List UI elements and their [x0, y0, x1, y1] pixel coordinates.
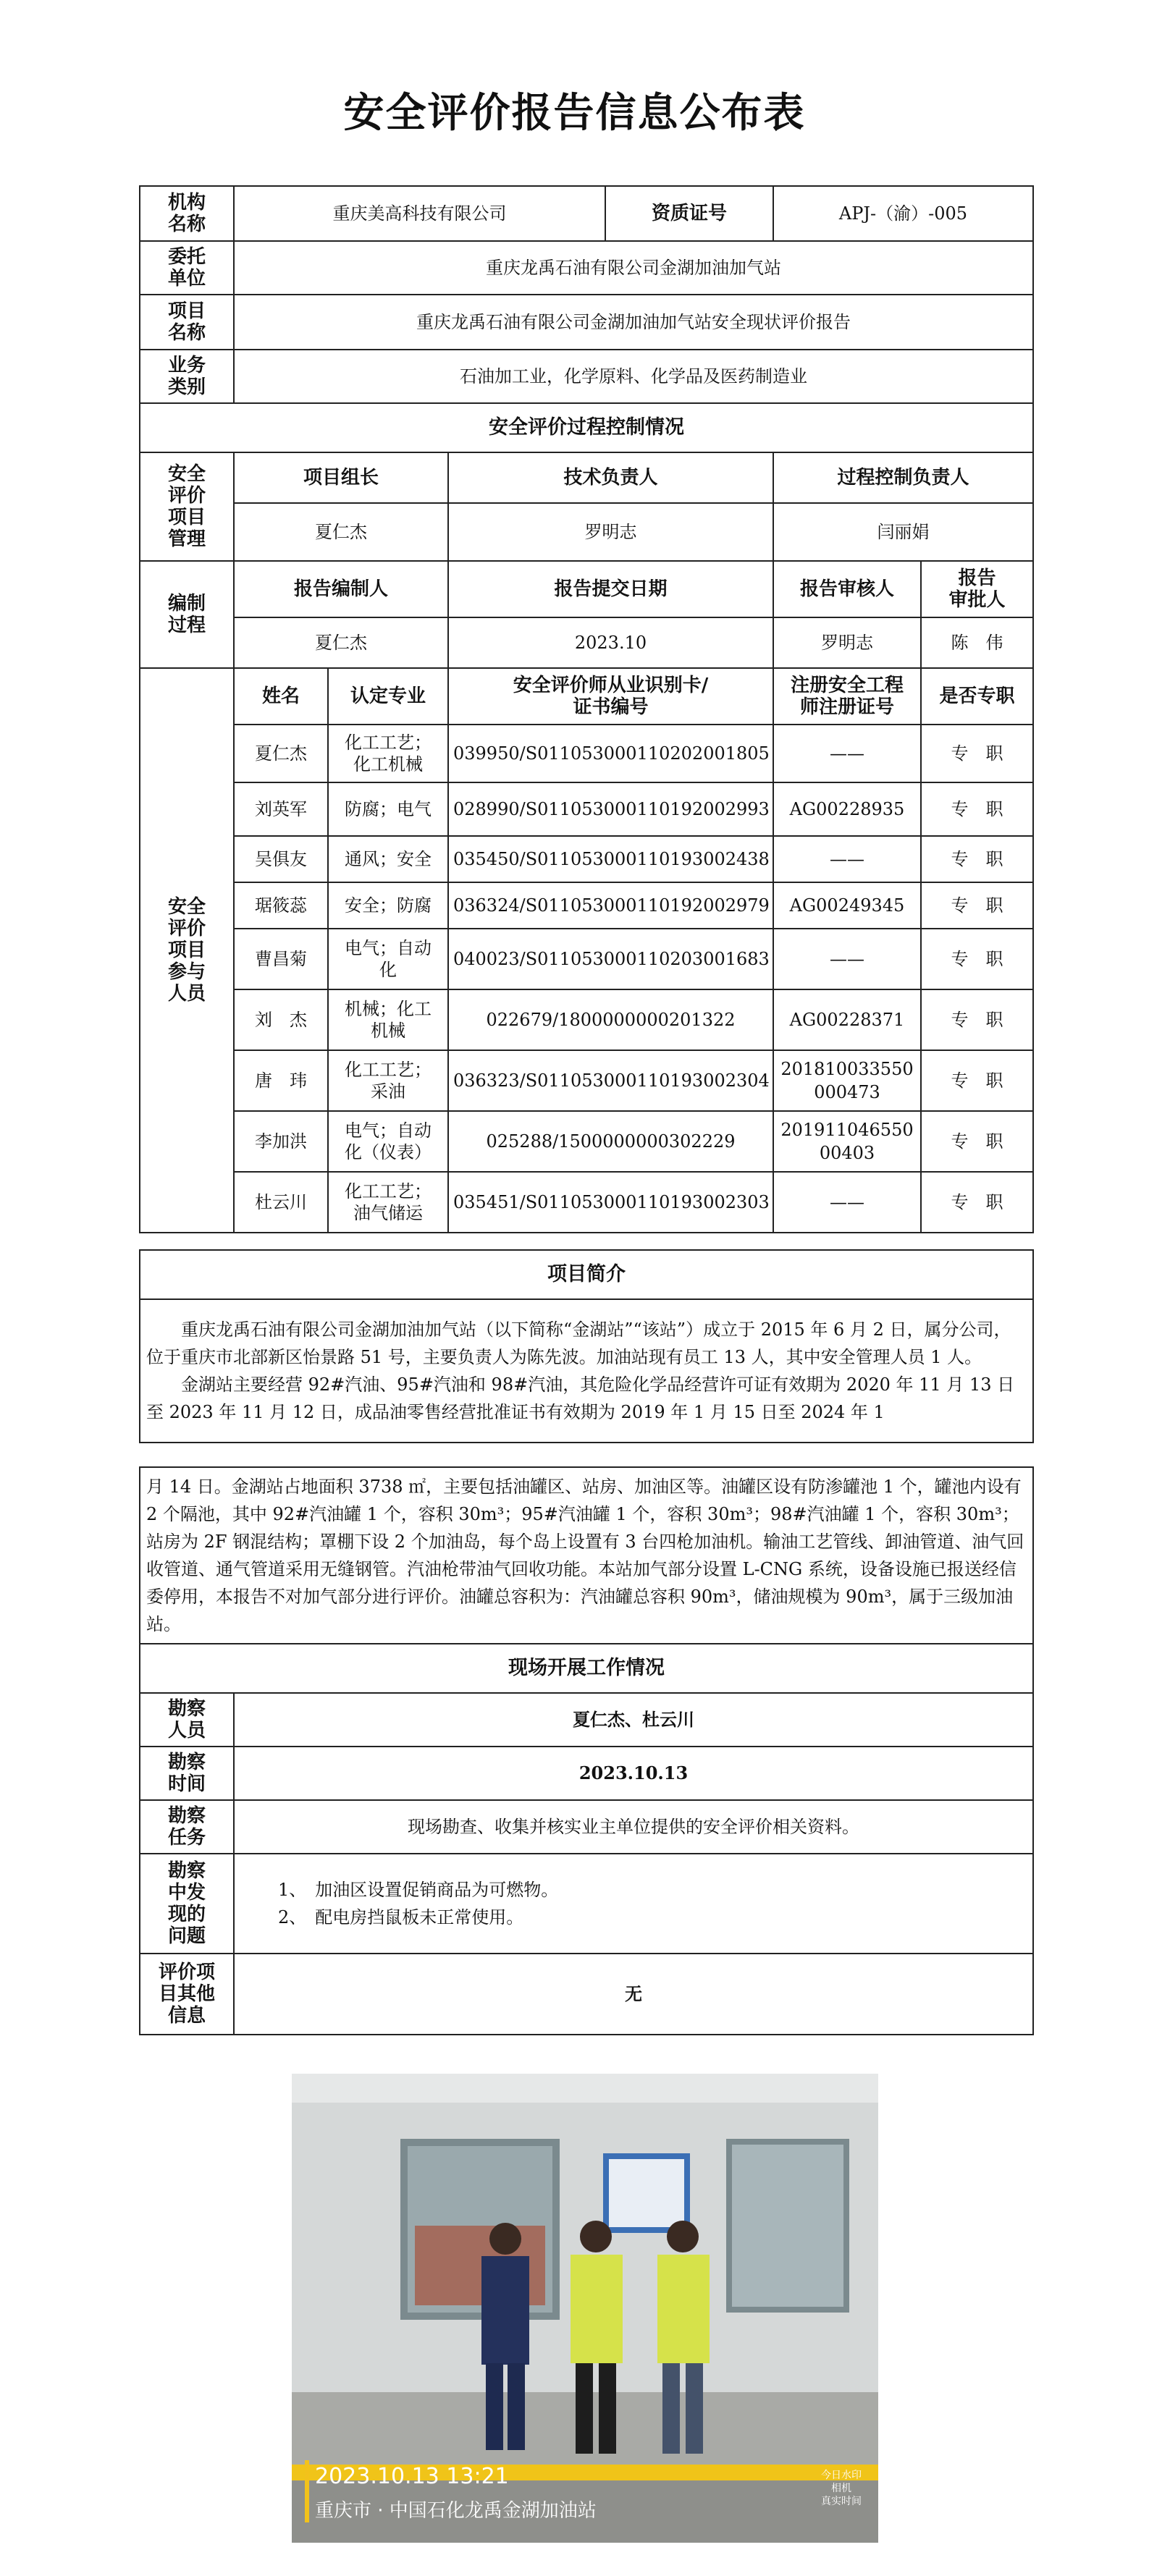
- header-name: 姓名: [234, 668, 328, 725]
- approver-value: 陈 伟: [921, 617, 1033, 668]
- summary-paragraph-1: 重庆龙禹石油有限公司金湖加油加气站（以下简称“金湖站”“该站”）成立于 2015 年 6 月 2 日，属分公司，位于重庆市北部新区怡景路 51 号，主要负责人为陈先波。加油站现有员工 13 人，其中安全管理人员 1 人。: [146, 1319, 1011, 1367]
- summary-text-part2: [140, 1467, 1033, 1644]
- participant-fulltime: 专 职: [921, 782, 1033, 836]
- basic-info-table: [139, 185, 1034, 404]
- participant-card-number: 039950/S011053000110202001805: [448, 725, 773, 782]
- summary-paragraph-2: 金湖站主要经营 92#汽油、95#汽油和 98#汽油，其危险化学品经营许可证有效期为 2020 年 11 月 13 日至 2023 年 11 月 12 日，成品油零售经营批准证书有效期为 2019 年 1 月 15 日至 2024 年 1: [146, 1374, 1015, 1422]
- process-section-title: 安全评价过程控制情况: [140, 403, 1033, 452]
- participant-engineer-number: ——: [773, 1172, 921, 1233]
- participants-label: 安全 评价 项目 参与 人员: [140, 668, 234, 1233]
- tech-value: 罗明志: [448, 503, 773, 561]
- business-label: 业务 类别: [140, 350, 234, 403]
- participant-fulltime: 专 职: [921, 836, 1033, 882]
- ctrl-header: 过程控制负责人: [773, 452, 1033, 503]
- participant-row: [140, 1050, 1033, 1111]
- header-card-number: 安全评价师从业识别卡/ 证书编号: [448, 668, 773, 725]
- compile-label: 编制 过程: [140, 561, 234, 668]
- participant-card-number: 028990/S011053000110192002993: [448, 782, 773, 836]
- participant-name: 曹昌菊: [234, 929, 328, 989]
- participant-name: 刘 杰: [234, 989, 328, 1050]
- business-value: 石油加工业，化学原料、化学品及医药制造业: [234, 350, 1033, 403]
- participant-row: [140, 1111, 1033, 1172]
- issue-item: 1、 加油区设置促销商品为可燃物。: [278, 1880, 559, 1900]
- client-value: 重庆龙禹石油有限公司金湖加油加气站: [234, 241, 1033, 295]
- leader-value: 夏仁杰: [234, 503, 448, 561]
- summary-text-part1: [140, 1299, 1033, 1443]
- survey-time-value: 2023.10.13: [234, 1747, 1033, 1800]
- participant-major: 防腐；电气: [328, 782, 448, 836]
- participant-name: 夏仁杰: [234, 725, 328, 782]
- participant-name: 吴俱友: [234, 836, 328, 882]
- field-title: 现场开展工作情况: [140, 1644, 1033, 1693]
- survey-people-label: 勘察 人员: [140, 1693, 234, 1747]
- participant-card-number: 035450/S011053000110193002438: [448, 836, 773, 882]
- issue-item: 2、 配电房挡鼠板未正常使用。: [278, 1907, 524, 1927]
- project-label: 项目 名称: [140, 295, 234, 350]
- cert-label: 资质证号: [605, 186, 773, 241]
- ctrl-value: 闫丽娟: [773, 503, 1033, 561]
- participant-name: 杜云川: [234, 1172, 328, 1233]
- photo-timestamp: 2023.10.13 13:21: [315, 2464, 509, 2489]
- participant-fulltime: 专 职: [921, 882, 1033, 929]
- org-label: 机构 名称: [140, 186, 234, 241]
- compiler-header: 报告编制人: [234, 561, 448, 617]
- reviewer-header: 报告审核人: [773, 561, 921, 617]
- survey-task-label: 勘察 任务: [140, 1800, 234, 1854]
- field-work-table: [139, 1643, 1034, 2035]
- participant-engineer-number: ——: [773, 929, 921, 989]
- mgmt-label: 安全 评价 项目 管理: [140, 452, 234, 561]
- participant-card-number: 025288/1500000000302229: [448, 1111, 773, 1172]
- project-value: 重庆龙禹石油有限公司金湖加油加气站安全现状评价报告: [234, 295, 1033, 350]
- org-value: 重庆美高科技有限公司: [234, 186, 605, 241]
- process-table: [139, 402, 1034, 669]
- site-photo: [292, 2074, 878, 2543]
- participant-fulltime: 专 职: [921, 1111, 1033, 1172]
- participant-row: [140, 882, 1033, 929]
- participant-name: 李加洪: [234, 1111, 328, 1172]
- participant-row: [140, 725, 1033, 782]
- approver-header: 报告 审批人: [921, 561, 1033, 617]
- participant-row: [140, 836, 1033, 882]
- participant-name: 琚筱蕊: [234, 882, 328, 929]
- summary-table: [139, 1249, 1034, 1443]
- other-info-value: 无: [234, 1954, 1033, 2035]
- participant-card-number: 040023/S011053000110203001683: [448, 929, 773, 989]
- participant-engineer-number: AG00228371: [773, 989, 921, 1050]
- participant-row: [140, 1172, 1033, 1233]
- participant-major: 安全；防腐: [328, 882, 448, 929]
- participant-fulltime: 专 职: [921, 725, 1033, 782]
- survey-people-value: 夏仁杰、杜云川: [234, 1693, 1033, 1747]
- participant-major: 化工工艺； 油气储运: [328, 1172, 448, 1233]
- summary-continued-table: [139, 1466, 1034, 1644]
- participant-fulltime: 专 职: [921, 989, 1033, 1050]
- participant-card-number: 036324/S011053000110192002979: [448, 882, 773, 929]
- participant-engineer-number: AG00249345: [773, 882, 921, 929]
- participant-card-number: 022679/1800000000201322: [448, 989, 773, 1050]
- header-fulltime: 是否专职: [921, 668, 1033, 725]
- participant-name: 刘英军: [234, 782, 328, 836]
- participant-engineer-number: ——: [773, 836, 921, 882]
- header-engineer-number: 注册安全工程 师注册证号: [773, 668, 921, 725]
- issues-list: [234, 1854, 1033, 1954]
- tech-header: 技术负责人: [448, 452, 773, 503]
- participant-row: [140, 989, 1033, 1050]
- photo-location: 重庆市 · 中国石化龙禹金湖加油站: [315, 2500, 597, 2522]
- participant-fulltime: 专 职: [921, 1050, 1033, 1111]
- participant-card-number: 035451/S011053000110193002303: [448, 1172, 773, 1233]
- reviewer-value: 罗明志: [773, 617, 921, 668]
- compiler-value: 夏仁杰: [234, 617, 448, 668]
- issues-label: 勘察 中发 现的 问题: [140, 1854, 234, 1954]
- participant-major: 化工工艺； 采油: [328, 1050, 448, 1111]
- participant-major: 化工工艺； 化工机械: [328, 725, 448, 782]
- participant-engineer-number: 201810033550 000473: [773, 1050, 921, 1111]
- date-header: 报告提交日期: [448, 561, 773, 617]
- leader-header: 项目组长: [234, 452, 448, 503]
- participant-card-number: 036323/S011053000110193002304: [448, 1050, 773, 1111]
- participant-major: 机械；化工 机械: [328, 989, 448, 1050]
- participant-row: [140, 782, 1033, 836]
- participant-engineer-number: AG00228935: [773, 782, 921, 836]
- summary-paragraph-3: 月 14 日。金湖站占地面积 3738 ㎡，主要包括油罐区、站房、加油区等。油罐区设有防渗罐池 1 个，罐池内设有 2 个隔池，其中 92#汽油罐 1 个，容积 30m³；95#汽油罐 1 个，容积 30m³；98#汽油罐 1 个，容积 30m³；站房为 2F 钢混结构；罩棚下设 2 个加油岛，每个岛上设置有 3 台四枪加油机。输油工艺管线、卸油管道、油气回收管道、通气管道采用无缝钢管。汽油枪带油气回收功能。本站加气部分设置 L-CNG 系统，设备设施已报送经信委停用，本报告不对加气部分进行评价。油罐总容积为：汽油罐总容积 90m³，储油规模为 90m³，属于三级加油站。: [146, 1477, 1024, 1634]
- participant-major: 电气；自动 化（仪表）: [328, 1111, 448, 1172]
- survey-task-value: 现场勘查、收集并核实业主单位提供的安全评价相关资料。: [234, 1800, 1033, 1854]
- watermark-logo: 今日水印 相机 真实时间: [821, 2470, 862, 2507]
- date-value: 2023.10: [448, 617, 773, 668]
- page-title: 安全评价报告信息公布表: [343, 89, 806, 137]
- participant-fulltime: 专 职: [921, 1172, 1033, 1233]
- header-major: 认定专业: [328, 668, 448, 725]
- other-info-label: 评价项 目其他 信息: [140, 1954, 234, 2035]
- cert-value: APJ-（渝）-005: [773, 186, 1033, 241]
- participant-major: 通风；安全: [328, 836, 448, 882]
- survey-time-label: 勘察 时间: [140, 1747, 234, 1800]
- participant-name: 唐 玮: [234, 1050, 328, 1111]
- participant-row: [140, 929, 1033, 989]
- participants-table: [139, 667, 1034, 1233]
- watermark-bar: [305, 2460, 309, 2522]
- participant-major: 电气；自动 化: [328, 929, 448, 989]
- participant-engineer-number: ——: [773, 725, 921, 782]
- participant-engineer-number: 201911046550 00403: [773, 1111, 921, 1172]
- client-label: 委托 单位: [140, 241, 234, 295]
- participant-fulltime: 专 职: [921, 929, 1033, 989]
- summary-title: 项目简介: [140, 1250, 1033, 1299]
